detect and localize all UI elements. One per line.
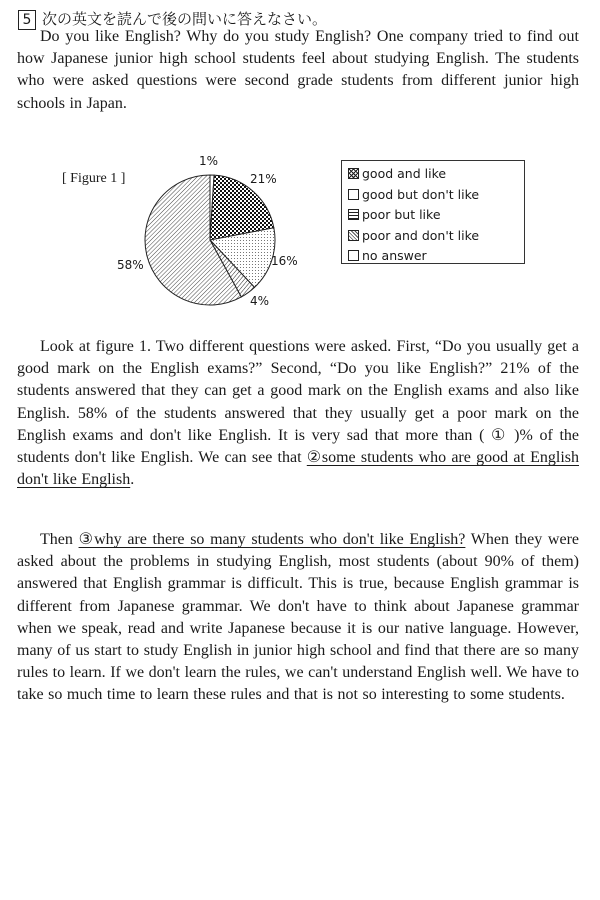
label-poor-dislike: 58% [117,258,144,272]
underlined-passage-3: ③why are there so many students who don't like English? [78,531,466,548]
legend-label: good but don't like [362,186,480,202]
swatch-good-dislike [348,189,359,200]
chart-legend [341,160,525,264]
label-good-like: 21% [250,172,277,186]
legend-label: poor and don't like [362,227,480,243]
legend-label: good and like [362,166,447,181]
swatch-good-like [348,168,359,179]
paragraph-start: Then [40,531,79,548]
legend-item-good-like [348,164,518,185]
paragraph-grammar [17,529,579,707]
paragraph-end: . [130,471,135,489]
label-good-dislike: 16% [271,254,298,268]
question-number: 5 [18,10,36,30]
swatch-poor-like [348,209,359,220]
paragraph-figure-discussion [17,336,579,491]
paragraph-text: Look at figure 1. Two different questions were asked. First, “Do you usually get a good mark on the English exams?” Second, “Do you like English?” 21% of the students answered that they can get a good mark on the English exams and also like English. 58% of the students answered that they usually get a poor mark on the English exams and don't like English. It is very sad that more than ( ① )% of the students don't like English. We can see that [17,338,579,467]
figure-label: [ Figure 1 ] [62,171,126,186]
swatch-no-answer [348,250,359,261]
legend-label: no answer [362,248,427,263]
legend-item-poor-like [348,205,518,226]
underlined-passage-2: ②some students who are good at English don't like English [17,449,579,489]
label-no-answer: 1% [199,154,219,168]
label-poor-like: 4% [250,294,270,308]
swatch-poor-dislike [348,230,359,241]
paragraph-text: When they were asked about the problems in studying English, most students (about 90% of them) answered that English grammar is difficult. This is true, because English grammar is different from Japanese grammar. We don't have to think about Japanese grammar when we speak, read and write Japanese because it is our native language. However, many of us start to study English in junior high school and find that there are so many rules to learn. If we don't learn the rules, we can't understand English well. We have to take so much time to learn these rules and that is not so interesting to some students. [17,531,580,704]
legend-item-poor-dislike [348,226,518,247]
legend-label: poor but like [362,207,441,222]
legend-item-no-answer [348,246,518,267]
pie-svg [140,170,280,310]
legend-item-good-dislike [348,185,518,206]
question-instruction: 次の英文を読んで後の問いに答えなさい。 [42,10,328,28]
paragraph-intro: Do you like English? Why do you study English? One company tried to find out how Japanese junior high school students feel about studying English. The students who were asked questions were second grade students from different junior high schools in Japan. [17,28,579,112]
pie-chart [140,170,280,310]
